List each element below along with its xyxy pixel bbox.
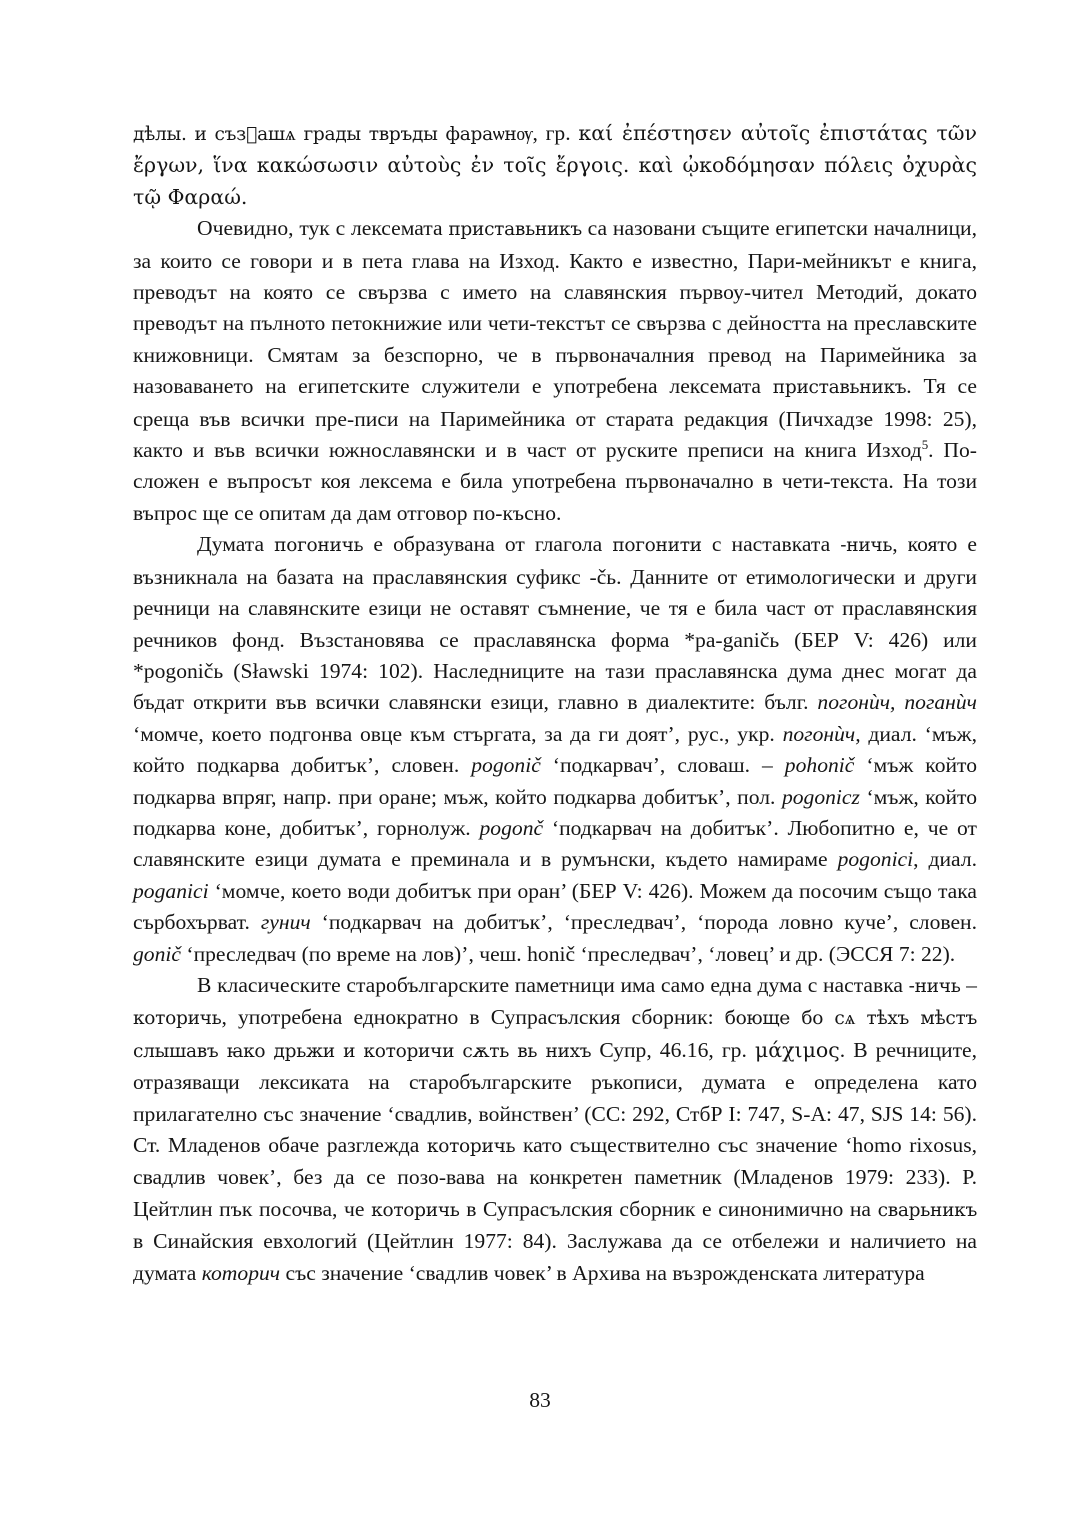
text: са назовани същите египетски началници, за които се говори и в пета глава на Изход. Както е известно, Пари-мейникът е книга, преводът на която се свързва с името на славянския първоу-чител Методий, докато преводът на пълното петокнижие или чети-текстът се свързва с дейността на преславските книжовници. Смятам за безспорно, че в първоначалния превод на Паримейника за назоваването на египетските служители е употребена лексемата [133, 216, 977, 399]
italic-word: которич [201, 1260, 281, 1285]
church-slavonic-word: сварьникъ [877, 1199, 977, 1221]
text: е образувана от глагола [363, 532, 613, 557]
church-slavonic-word: которичь [371, 1199, 460, 1221]
italic-word: pogonč [479, 815, 544, 840]
church-slavonic-quote: боюще бо сѧ тѣхъ мѣстъ слышавъ ꙗко дрьжи и которичи сѫть вь нихъ [133, 1008, 977, 1062]
paragraph-1 [133, 118, 977, 213]
text: Думата [197, 532, 275, 557]
paragraph-2 [133, 213, 977, 529]
text: с наставката [701, 532, 841, 557]
text: диал. ‘мъж, който подкарва добитък’, словен. [133, 721, 977, 778]
church-slavonic-word: которичь [133, 1008, 222, 1030]
church-slavonic-word: погонити [612, 535, 702, 557]
text: ‘момче, което води добитък при оран’ (БЕР V: 426). Можем да посочим също така сърбохърват. [133, 878, 977, 935]
text: в Супрасълския сборник е синонимично на [459, 1196, 878, 1221]
text: , която е възникнала на базата на праславянския суфикс -čь. Данните от етимологически и други речници на славянските езици не оставят съмнение, че тя е била част от праславянския речников фонд. Възстановява се праславянска форма *pa-ganičь (БЕР V: 426) или *pogoničь (Sławski 1974: 102). Наследниците на тази праславянска дума днес могат да бъдат открити във всички славянски езици, главно в диалектите: бълг. [133, 532, 978, 715]
church-slavonic-word: приставьникъ [448, 219, 582, 241]
text: Очевидно, тук с лексемата [197, 216, 449, 241]
italic-word: погонѝч, [782, 721, 861, 746]
church-slavonic-word: приставьникъ [772, 377, 907, 399]
text: , употребена еднократно в Супрасълския сборник: [221, 1005, 725, 1030]
italic-word: pogonicz [781, 784, 860, 809]
greek-quote: καί ἐπέστησεν αὐτοῖς ἐπιστάτας τῶν ἔργων, ἵνα κακώσωσιν αὐτοὺς ἐν τοῖς ἔργοις. καὶ ᾠκοδόμησαν πόλεις ὀχυρὰς τῷ Φαραώ. [133, 121, 977, 209]
page-body [133, 118, 977, 1289]
text: ‘мъж, който подкарва коне, добитък’, горнолуж. [133, 784, 977, 840]
text: . По-сложен е въпросът коя лексема е била употребена първоначално в чети-текста. На този въпрос ще се опитам да дам отговор по-късно. [133, 438, 977, 525]
page-number: 83 [529, 1388, 551, 1412]
text: , гр. [532, 121, 579, 145]
text: в Синайския евхологий (Цейтлин 1977: 84). Заслужава да се отбележи и наличието на думата [133, 1229, 977, 1285]
text: , диал. [913, 847, 977, 872]
text: ‘момче, което подгонва овце към стъргата, за да ги доят’, рус., укр. [133, 721, 783, 746]
church-slavonic-word: которичь [426, 1136, 516, 1157]
text: – [960, 972, 977, 997]
italic-word: pogonici [837, 847, 914, 872]
text: ‘подкарвач’, словаш. – [540, 753, 785, 778]
text: ‘мъж който подкарва впряг, напр. при оране; мъж, който подкарва добитък’, пол. [133, 753, 978, 809]
italic-word: pogonič [471, 753, 541, 778]
text: . Тя се среща във всички пре-писи на Паримейника от старата редакция (Пичхадзе 1998: 25), както и във всички южнославянски и в част от руските преписи на книга Изход [133, 374, 977, 463]
church-slavonic-word: -ничь [840, 535, 893, 557]
italic-word: гунич [260, 910, 311, 935]
text: . В речниците, отразяващи лексиката на старобългарските ръкописи, думата е определена като прилагателно със значение ‘свадлив, войнствен’ (СС: 292, СтбР I: 747, S-A: 47, SJS 14: 56). Ст. Младенов обаче разглежда [133, 1037, 977, 1157]
text: ‘подкарвач на добитък’, ‘преследвач’, ‘порода ловно куче’, словен. [310, 910, 977, 935]
text: ‘преследвач (по време на лов)’, чеш. honič ‘преследвач’, ‘ловец’ и др. (ЭССЯ 7: 22). [180, 941, 956, 966]
church-slavonic-quote: дѣлы. и съзⷣашѧ грады твръды фараѡнѹ [133, 124, 533, 145]
church-slavonic-word: -ничь [908, 975, 961, 997]
italic-word: poganici [133, 878, 209, 903]
text: със значение ‘свадлив човек’ в Архива на възрожденската литература [280, 1260, 925, 1285]
church-slavonic-word: погоничь [274, 535, 364, 557]
text: като съществително със значение ‘homo rixosus, свадлив човек’, без да се позо-вава на конкретен паметник (Младенов 1979: 233). Р. Цейтлин пък посочва, че [133, 1133, 977, 1221]
text: Супр, 46.16, гр. [591, 1037, 755, 1062]
footnote-ref: 5 [921, 436, 929, 452]
text: ‘подкарвач на добитък’. Любопитно е, че от славянските езици думата е преминала и в румънски, където намираме [133, 815, 977, 872]
italic-word: погонѝч, поганѝч [817, 690, 977, 715]
text: В класическите старобългарските паметници има само една дума с наставка [197, 972, 909, 997]
italic-word: pohonič [784, 753, 855, 778]
greek-word: μάχιμος [754, 1037, 840, 1062]
paragraph-3 [133, 529, 977, 970]
italic-word: gonič [133, 941, 181, 966]
paragraph-4 [133, 970, 977, 1289]
